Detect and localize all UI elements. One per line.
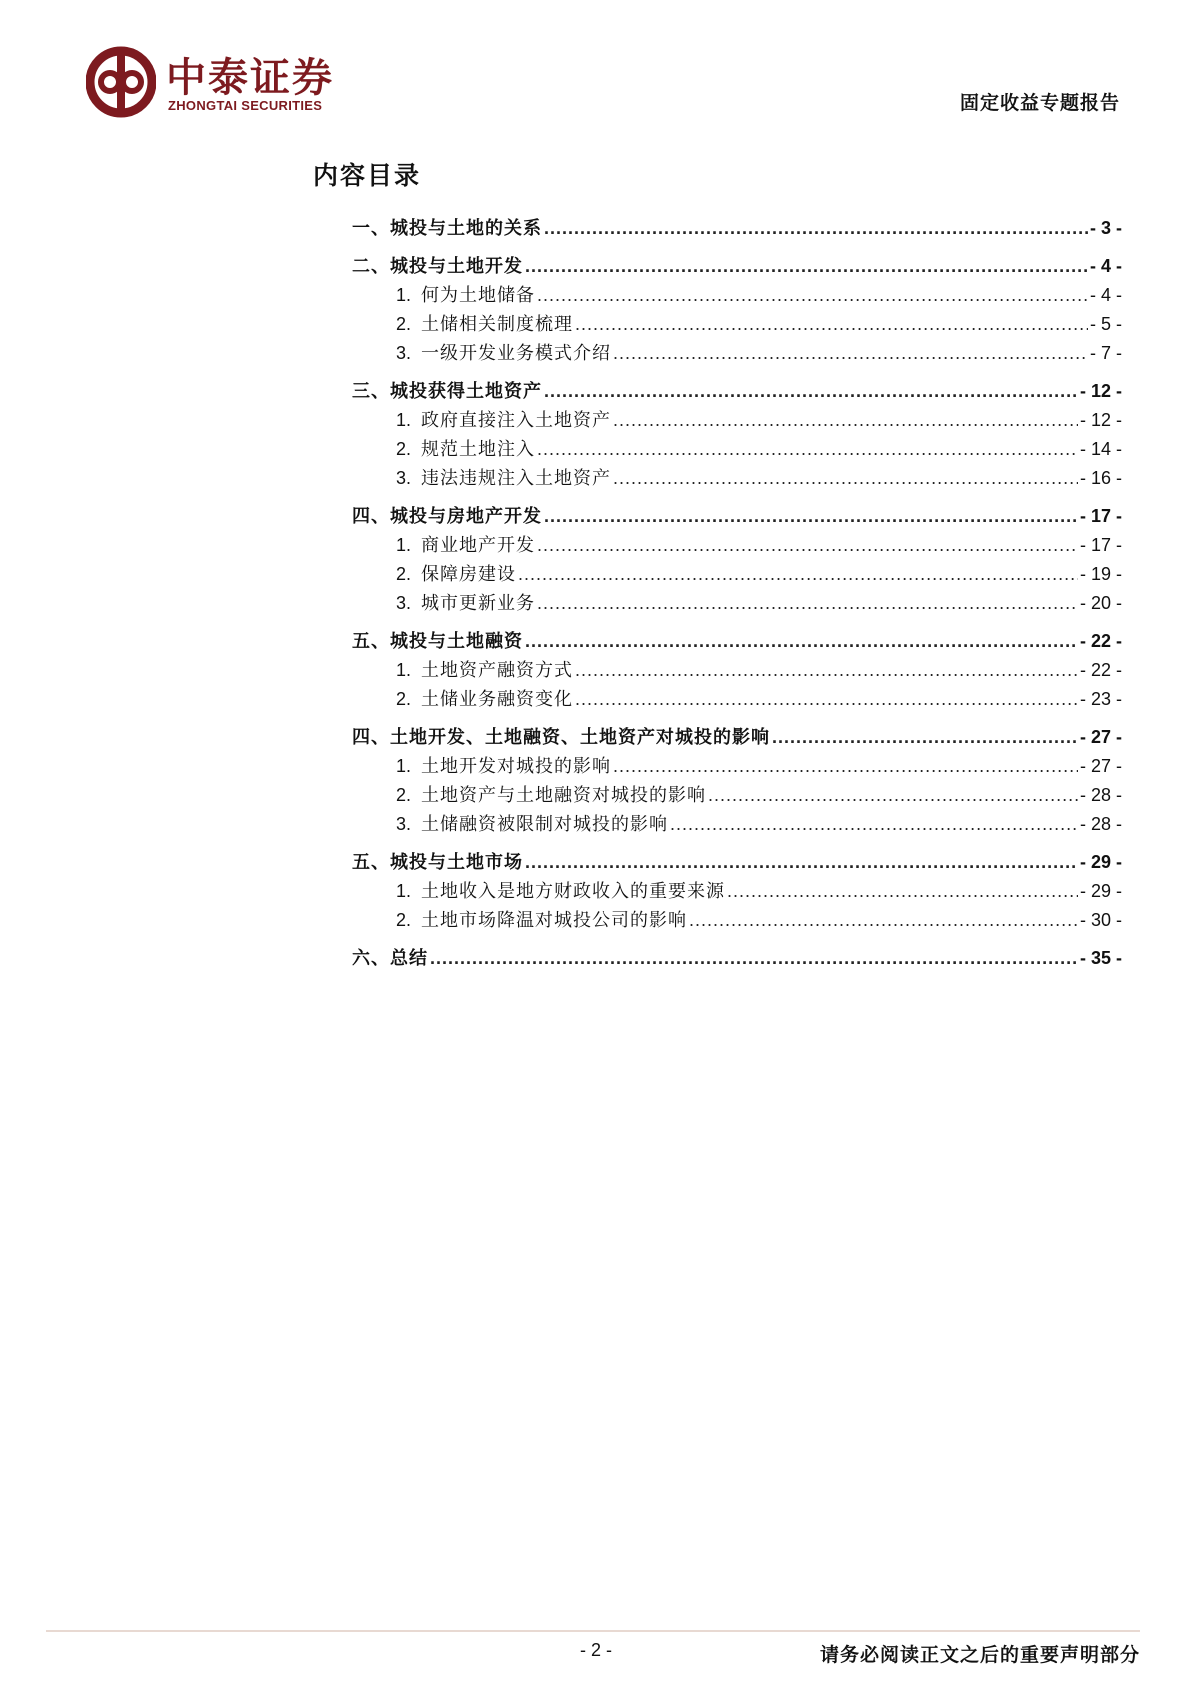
toc-entry-page: - 29 -	[1079, 881, 1122, 901]
toc-subsection-link[interactable]	[396, 531, 1122, 557]
toc-subsection-link[interactable]	[396, 685, 1122, 711]
footer-disclaimer: 请务必阅读正文之后的重要声明部分	[819, 1644, 1140, 1666]
toc-entry-page: - 27 -	[1079, 756, 1122, 776]
toc-subsection-link[interactable]	[396, 281, 1122, 307]
toc-entry-page: - 7 -	[1089, 343, 1122, 363]
toc-dot-leader	[689, 910, 1078, 931]
toc-entry-page: - 35 -	[1079, 948, 1122, 968]
toc-entry-number: 2.	[396, 689, 412, 709]
toc-entry-label: 何为土地储备	[421, 285, 536, 306]
toc-dot-leader	[772, 727, 1078, 748]
toc-entry-number: 1.	[396, 660, 412, 680]
toc-entry-number: 1.	[396, 410, 412, 430]
company-logo	[86, 44, 386, 120]
toc-entry-number: 3.	[396, 468, 412, 488]
toc-subsection-link[interactable]	[396, 310, 1122, 336]
toc-dot-leader	[430, 948, 1078, 969]
toc-entry-label: 土地资产与土地融资对城投的影响	[421, 785, 707, 806]
toc-section-link[interactable]	[352, 627, 1122, 653]
toc-entry-page: - 12 -	[1079, 381, 1122, 401]
toc-dot-leader	[525, 631, 1078, 652]
toc-entry-label: 土地市场降温对城投公司的影响	[421, 910, 688, 931]
toc-entry-number: 3.	[396, 593, 412, 613]
toc-entry-label: 一级开发业务模式介绍	[421, 343, 612, 364]
toc-entry-label: 二、城投与土地开发	[352, 256, 523, 277]
toc-section-link[interactable]	[352, 252, 1122, 278]
toc-entry-page: - 4 -	[1089, 285, 1122, 305]
toc-entry-label: 土储融资被限制对城投的影响	[421, 814, 669, 835]
toc-subsection-link[interactable]	[396, 589, 1122, 615]
toc-entry-number: 1.	[396, 535, 412, 555]
toc-entry-number: 3.	[396, 814, 412, 834]
toc-entry-page: - 12 -	[1079, 410, 1122, 430]
toc-section-link[interactable]	[352, 502, 1122, 528]
toc-dot-leader	[670, 814, 1078, 835]
toc-subsection-link[interactable]	[396, 752, 1122, 778]
toc-subsection-link[interactable]	[396, 560, 1122, 586]
toc-entry-page: - 28 -	[1079, 785, 1122, 805]
toc-dot-leader	[544, 506, 1078, 527]
toc-dot-leader	[537, 593, 1078, 614]
toc-subsection-link[interactable]	[396, 406, 1122, 432]
toc-title: 内容目录	[313, 161, 422, 190]
toc-section-link[interactable]	[352, 723, 1122, 749]
toc-section-link[interactable]	[352, 848, 1122, 874]
toc-dot-leader	[537, 535, 1078, 556]
toc-dot-leader	[575, 314, 1088, 335]
logo-chinese-name: 中泰证券	[166, 55, 334, 101]
toc-entry-page: - 19 -	[1079, 564, 1122, 584]
toc-entry-page: - 22 -	[1079, 660, 1122, 680]
toc-entry-number: 2.	[396, 314, 412, 334]
toc-subsection-link[interactable]	[396, 339, 1122, 365]
toc-entry-page: - 17 -	[1079, 506, 1122, 526]
toc-entry-page: - 22 -	[1079, 631, 1122, 651]
toc-subsection-link[interactable]	[396, 877, 1122, 903]
toc-dot-leader	[518, 564, 1078, 585]
toc-entry-label: 四、城投与房地产开发	[352, 506, 542, 527]
toc-dot-leader	[525, 256, 1088, 277]
toc-dot-leader	[537, 285, 1088, 306]
toc-dot-leader	[613, 410, 1078, 431]
toc-entry-label: 商业地产开发	[421, 535, 536, 556]
toc-entry-label: 土地开发对城投的影响	[421, 756, 612, 777]
toc-entry-number: 2.	[396, 785, 412, 805]
toc-dot-leader	[613, 343, 1088, 364]
toc-entry-page: - 5 -	[1089, 314, 1122, 334]
toc-dot-leader	[525, 852, 1078, 873]
toc-entry-label: 六、总结	[352, 948, 428, 969]
report-type-label: 固定收益专题报告	[959, 92, 1120, 114]
toc-entry-label: 保障房建设	[421, 564, 517, 585]
toc-entry-number: 1.	[396, 285, 412, 305]
toc-entry-label: 一、城投与土地的关系	[352, 218, 542, 239]
toc-section-link[interactable]	[352, 214, 1122, 240]
page-number: - 2 -	[580, 1640, 613, 1660]
footer-divider	[46, 1630, 1140, 1632]
toc-entry-label: 土地资产融资方式	[421, 660, 574, 681]
toc-entry-page: - 4 -	[1089, 256, 1122, 276]
toc-entry-number: 1.	[396, 756, 412, 776]
toc-dot-leader	[727, 881, 1078, 902]
toc-entry-page: - 20 -	[1079, 593, 1122, 613]
toc-entry-label: 违法违规注入土地资产	[421, 468, 612, 489]
toc-entry-page: - 23 -	[1079, 689, 1122, 709]
toc-entry-label: 政府直接注入土地资产	[421, 410, 612, 431]
toc-entry-page: - 28 -	[1079, 814, 1122, 834]
toc-dot-leader	[708, 785, 1078, 806]
logo-mark-icon	[86, 44, 156, 120]
toc-subsection-link[interactable]	[396, 810, 1122, 836]
toc-entry-label: 土储业务融资变化	[421, 689, 574, 710]
toc-subsection-link[interactable]	[396, 781, 1122, 807]
toc-entry-label: 三、城投获得土地资产	[352, 381, 542, 402]
toc-entry-page: - 17 -	[1079, 535, 1122, 555]
toc-dot-leader	[613, 468, 1078, 489]
toc-dot-leader	[544, 218, 1088, 239]
toc-entry-number: 2.	[396, 910, 412, 930]
toc-entry-label: 土地收入是地方财政收入的重要来源	[421, 881, 726, 902]
toc-entry-label: 规范土地注入	[421, 439, 536, 460]
toc-entry-page: - 30 -	[1079, 910, 1122, 930]
toc-entry-number: 2.	[396, 564, 412, 584]
toc-dot-leader	[575, 689, 1078, 710]
toc-entry-page: - 14 -	[1079, 439, 1122, 459]
toc-entry-page: - 3 -	[1089, 218, 1122, 238]
toc-entry-label: 城市更新业务	[421, 593, 536, 614]
toc-subsection-link[interactable]	[396, 906, 1122, 932]
toc-dot-leader	[544, 381, 1078, 402]
toc-entry-label: 四、土地开发、土地融资、土地资产对城投的影响	[352, 727, 770, 748]
toc-dot-leader	[575, 660, 1078, 681]
toc-section-link[interactable]	[352, 944, 1122, 970]
toc-dot-leader	[613, 756, 1078, 777]
toc-subsection-link[interactable]	[396, 435, 1122, 461]
toc-subsection-link[interactable]	[396, 464, 1122, 490]
toc-entry-page: - 16 -	[1079, 468, 1122, 488]
toc-entry-label: 五、城投与土地融资	[352, 631, 523, 652]
logo-english-name: ZHONGTAI SECURITIES	[168, 98, 323, 113]
toc-section-link[interactable]	[352, 377, 1122, 403]
toc-entry-number: 1.	[396, 881, 412, 901]
toc-entry-number: 3.	[396, 343, 412, 363]
toc-entry-page: - 29 -	[1079, 852, 1122, 872]
toc-entry-label: 五、城投与土地市场	[352, 852, 523, 873]
toc-dot-leader	[537, 439, 1078, 460]
toc-subsection-link[interactable]	[396, 656, 1122, 682]
toc-entry-number: 2.	[396, 439, 412, 459]
toc-entry-page: - 27 -	[1079, 727, 1122, 747]
toc-entry-label: 土储相关制度梳理	[421, 314, 574, 335]
